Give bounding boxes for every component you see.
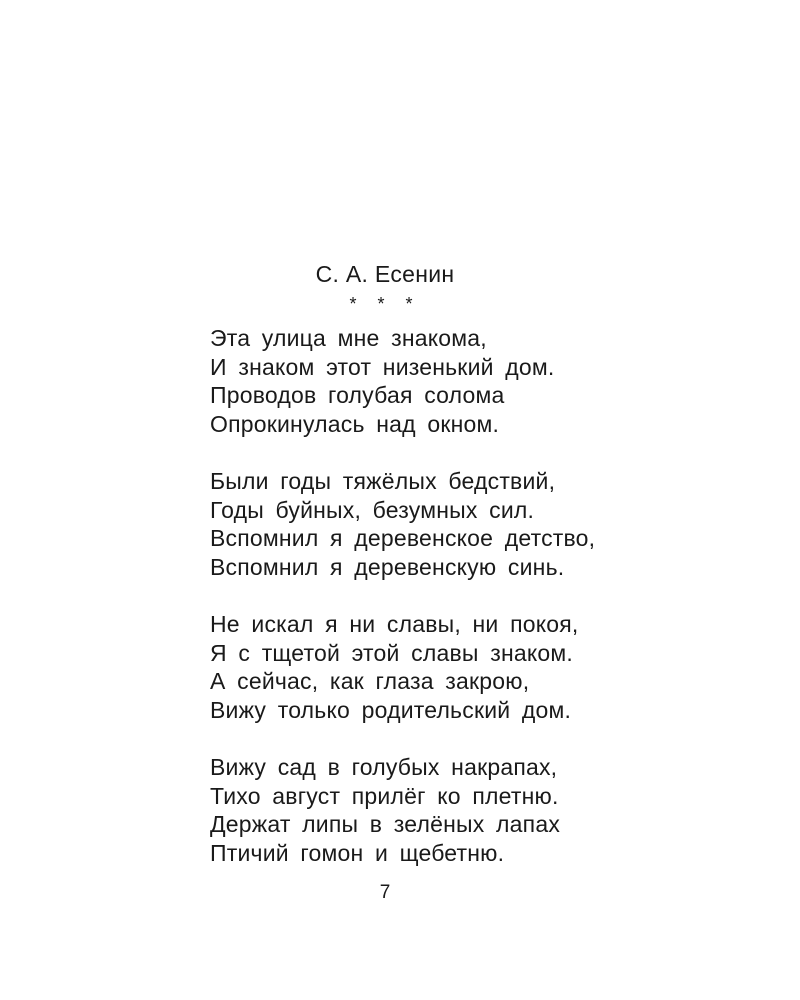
poem-body	[210, 324, 595, 896]
poem-line: И знаком этот низенький дом.	[210, 353, 555, 380]
poem-line: Птичий гомон и щебетню.	[210, 839, 505, 866]
stanza-3	[210, 610, 595, 724]
poem-line: Вспомнил я деревенское детство,	[210, 525, 596, 551]
poem-line: Годы буйных, безумных сил.	[210, 496, 535, 523]
section-separator: * * *	[349, 294, 421, 314]
poem-line: Вижу только родительский дом.	[210, 696, 572, 723]
stanza-4	[210, 753, 595, 867]
page-number: 7	[379, 882, 391, 903]
poem-line: Опрокинулась над окном.	[210, 410, 500, 437]
poem-line: Тихо август прилёг ко плетню.	[210, 782, 559, 809]
poem-line: Эта улица мне знакома,	[210, 325, 487, 351]
poem-line: Вижу сад в голубых накрапах,	[210, 754, 558, 780]
poem-line: Были годы тяжёлых бедствий,	[210, 468, 556, 494]
poem-line: А сейчас, как глаза закрою,	[210, 668, 530, 694]
stanza-1	[210, 324, 595, 438]
poem-line: Держат липы в зелёных лапах	[210, 811, 561, 837]
stanza-2	[210, 467, 595, 581]
poem-line: Я с тщетой этой славы знаком.	[210, 639, 573, 666]
poem-line: Вспомнил я деревенскую синь.	[210, 553, 565, 580]
poem-line: Не искал я ни славы, ни покоя,	[210, 611, 579, 637]
poem-line: Проводов голубая солома	[210, 382, 505, 408]
author-heading: С. А. Есенин	[315, 261, 455, 287]
